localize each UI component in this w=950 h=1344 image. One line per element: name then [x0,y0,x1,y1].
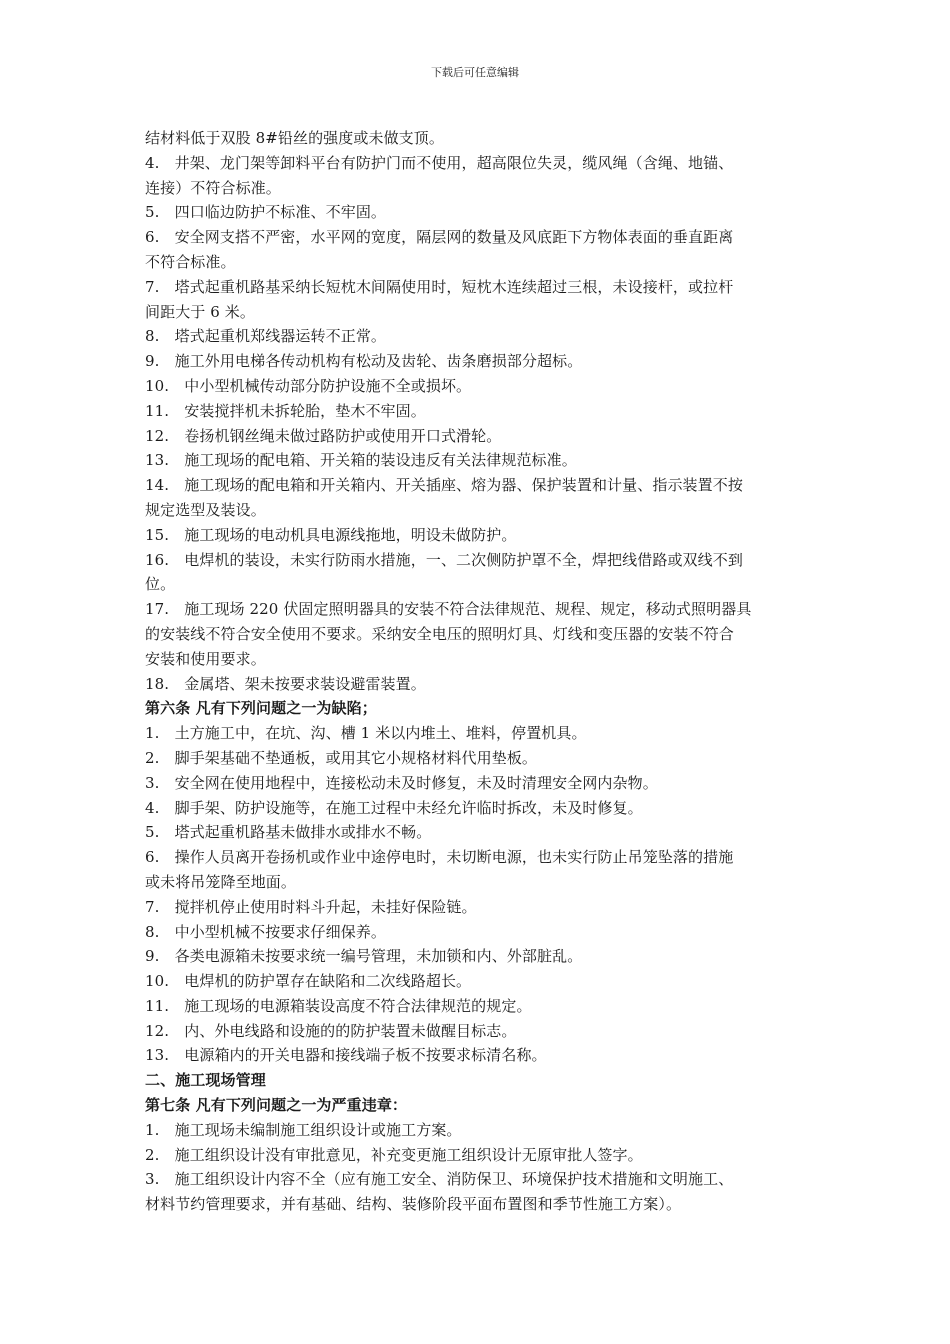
text-line: 6. 操作人员离开卷扬机或作业中途停电时，未切断电源，也未实行防止吊笼坠落的措施 [145,848,734,867]
text-line: 位。 [145,575,176,594]
text-line: 或未将吊笼降至地面。 [145,872,297,891]
text-line: 13. 施工现场的配电箱、开关箱的装设违反有关法律规范标准。 [145,451,577,470]
text-line: 10. 电焊机的防护罩存在缺陷和二次线路超长。 [145,972,472,991]
text-line: 12. 内、外电线路和设施的的防护装置未做醒目标志。 [145,1021,517,1040]
text-line: 13. 电源箱内的开关电器和接线端子板不按要求标清名称。 [145,1046,547,1065]
text-line: 5. 四口临边防护不标准、不牢固。 [145,203,387,222]
text-line: 结材料低于双股 8#铅丝的强度或未做支顶。 [145,129,444,147]
text-line: 7. 塔式起重机路基采纳长短枕木间隔使用时，短枕木连续超过三根，未设接杆，或拉杆 [145,277,734,296]
section-heading: 第六条 凡有下列问题之一为缺陷； [145,699,377,718]
text-line: 5. 塔式起重机路基未做排水或排水不畅。 [145,823,432,842]
text-line: 的安装线不符合安全使用不要求。采纳安全电压的照明灯具、灯线和变压器的安装不符合 [145,624,734,643]
section-heading: 第七条 凡有下列问题之一为严重违章： [145,1096,408,1115]
text-line: 不符合标准。 [145,252,236,271]
text-line: 3. 安全网在使用地程中，连接松动未及时修复，未及时清理安全网内杂物。 [145,773,658,792]
text-line: 11. 施工现场的电源箱装设高度不符合法律规范的规定。 [145,996,532,1015]
text-line: 4. 脚手架、防护设施等，在施工过程中未经允许临时拆改，未及时修复。 [145,798,643,817]
text-line: 1. 施工现场未编制施工组织设计或施工方案。 [145,1120,462,1139]
text-line: 材料节约管理要求，并有基础、结构、装修阶段平面布置图和季节性施工方案）。 [145,1195,682,1214]
text-line: 8. 中小型机械不按要求仔细保养。 [145,922,387,941]
text-line: 间距大于 6 米。 [145,302,255,321]
text-line: 8. 塔式起重机郑线器运转不正常。 [145,327,387,346]
text-line: 17. 施工现场 220 伏固定照明器具的安装不符合法律规范、规程、规定，移动式照明器具 [145,600,752,619]
text-line: 7. 搅拌机停止使用时料斗升起，未挂好保险链。 [145,897,477,916]
text-line: 18. 金属塔、架未按要求装设避雷装置。 [145,674,426,693]
text-line: 16. 电焊机的装设，未实行防雨水措施，一、二次侧防护罩不全，焊把线借路或双线不到 [145,550,743,569]
text-line: 安装和使用要求。 [145,649,266,668]
section-heading: 二、施工现场管理 [145,1071,266,1090]
text-line: 10. 中小型机械传动部分防护设施不全或损坏。 [145,376,472,395]
page-header: 下载后可任意编辑 [431,66,519,79]
text-line: 2. 脚手架基础不垫通板，或用其它小规格材料代用垫板。 [145,748,538,767]
text-line: 1. 土方施工中，在坑、沟、槽 1 米以内堆土、堆料，停置机具。 [145,724,587,743]
text-line: 9. 各类电源箱未按要求统一编号管理，未加锁和内、外部脏乱。 [145,947,583,966]
text-line: 15. 施工现场的电动机具电源线拖地，明设未做防护。 [145,525,517,544]
text-line: 连接）不符合标准。 [145,178,281,197]
document-body [145,126,810,1217]
text-line: 6. 安全网支搭不严密，水平网的宽度，隔层网的数量及风底距下方物体表面的垂直距离 [145,228,734,247]
text-line: 4. 井架、龙门架等卸料平台有防护门而不使用，超高限位失灵，缆风绳（含绳、地锚、 [145,153,734,172]
text-line: 9. 施工外用电梯各传动机构有松动及齿轮、齿条磨损部分超标。 [145,352,583,371]
text-line: 14. 施工现场的配电箱和开关箱内、开关插座、熔为器、保护装置和计量、指示装置不按 [145,476,743,495]
text-line: 2. 施工组织设计没有审批意见，补充变更施工组织设计无原审批人签字。 [145,1145,643,1164]
text-line: 3. 施工组织设计内容不全（应有施工安全、消防保卫、环境保护技术措施和文明施工、 [145,1170,734,1189]
text-line: 12. 卷扬机钢丝绳未做过路防护或使用开口式滑轮。 [145,426,502,445]
text-line: 规定选型及装设。 [145,500,266,519]
text-line: 11. 安装搅拌机未拆轮胎，垫木不牢固。 [145,401,426,420]
